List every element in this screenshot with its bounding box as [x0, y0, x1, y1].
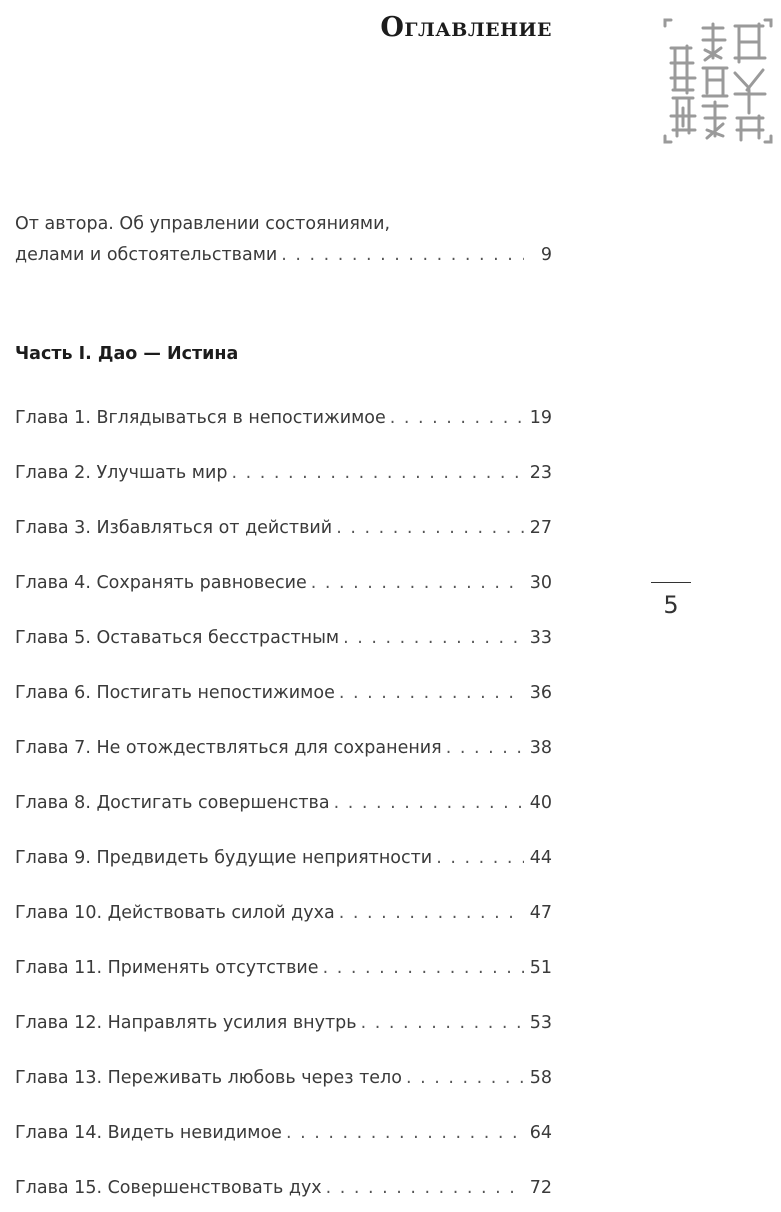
- intro-line-2: [15, 241, 552, 269]
- entry-page: 47: [529, 903, 552, 923]
- entry-page: 53: [529, 1013, 552, 1033]
- leader-dots: [406, 1064, 524, 1092]
- toc-entry[interactable]: [15, 679, 552, 707]
- toc-line: [15, 624, 552, 652]
- toc-line: [15, 844, 552, 872]
- toc-line: [15, 954, 552, 982]
- leader-dots: [339, 899, 524, 927]
- entry-title: Глава 6. Постигать непостижимое: [15, 683, 335, 703]
- intro-line-1: [15, 210, 552, 238]
- toc-entry[interactable]: [15, 1009, 552, 1037]
- leader-dots: [446, 734, 524, 762]
- entry-title: Глава 2. Улучшать мир: [15, 463, 228, 483]
- chinese-seal-icon: [663, 18, 773, 144]
- toc-line: [15, 569, 552, 597]
- toc-entry[interactable]: [15, 459, 552, 487]
- toc-entry[interactable]: [15, 1174, 552, 1202]
- entry-page: 40: [529, 793, 552, 813]
- entry-title: Глава 1. Вглядываться в непостижимое: [15, 408, 386, 428]
- toc-line: [15, 404, 552, 432]
- entry-page: 36: [529, 683, 552, 703]
- entry-title: Глава 4. Сохранять равновесие: [15, 573, 307, 593]
- page-title: Оглавление: [380, 12, 552, 43]
- toc-entry[interactable]: [15, 1119, 552, 1147]
- leader-dots: [281, 241, 524, 269]
- entry-page: 23: [529, 463, 552, 483]
- page-number: 5: [651, 582, 691, 619]
- toc-line: [15, 789, 552, 817]
- toc-line: [15, 1009, 552, 1037]
- entry-title: Глава 11. Применять отсутствие: [15, 958, 319, 978]
- entry-title: делами и обстоятельствами: [15, 245, 278, 265]
- toc-line: [15, 734, 552, 762]
- entry-title: Глава 13. Переживать любовь через тело: [15, 1068, 402, 1088]
- entry-title: Глава 7. Не отождествляться для сохранения: [15, 738, 442, 758]
- entry-page: 64: [529, 1123, 552, 1143]
- leader-dots: [286, 1119, 524, 1147]
- toc-entry[interactable]: [15, 514, 552, 542]
- entry-title: Глава 15. Совершенствовать дух: [15, 1178, 322, 1198]
- leader-dots: [343, 624, 524, 652]
- toc-entry[interactable]: [15, 1064, 552, 1092]
- entry-title: Глава 3. Избавляться от действий: [15, 518, 333, 538]
- leader-dots: [231, 459, 523, 487]
- entry-title: Глава 10. Действовать силой духа: [15, 903, 335, 923]
- entry-page: 38: [529, 738, 552, 758]
- leader-dots: [311, 569, 524, 597]
- toc-line: [15, 679, 552, 707]
- entry-page: 30: [529, 573, 552, 593]
- toc-line: [15, 1064, 552, 1092]
- leader-dots: [436, 844, 524, 872]
- part-title: Часть I. Дао — Истина: [15, 344, 239, 364]
- entry-title: Глава 12. Направлять усилия внутрь: [15, 1013, 357, 1033]
- entry-page: 19: [529, 408, 552, 428]
- toc-entry[interactable]: [15, 954, 552, 982]
- toc-entry[interactable]: [15, 624, 552, 652]
- entry-page: 9: [540, 245, 552, 265]
- leader-dots: [390, 404, 524, 432]
- entry-page: 58: [529, 1068, 552, 1088]
- entry-page: 27: [529, 518, 552, 538]
- entry-title: Глава 9. Предвидеть будущие неприятности: [15, 848, 433, 868]
- leader-dots: [326, 1174, 524, 1202]
- entry-page: 33: [529, 628, 552, 648]
- leader-dots: [334, 789, 524, 817]
- toc-entry[interactable]: [15, 844, 552, 872]
- entry-title: Глава 5. Оставаться бесстрастным: [15, 628, 340, 648]
- toc-entry[interactable]: [15, 789, 552, 817]
- entry-page: 72: [529, 1178, 552, 1198]
- leader-dots: [339, 679, 524, 707]
- leader-dots: [336, 514, 524, 542]
- toc-line: [15, 899, 552, 927]
- toc-line: [15, 514, 552, 542]
- toc-entry[interactable]: [15, 569, 552, 597]
- toc-line: [15, 1119, 552, 1147]
- entry-title: Глава 8. Достигать совершенства: [15, 793, 330, 813]
- toc-line: [15, 459, 552, 487]
- entry-title: От автора. Об управлении состояниями,: [15, 214, 391, 234]
- entry-title: Глава 14. Видеть невидимое: [15, 1123, 282, 1143]
- toc-line: [15, 1174, 552, 1202]
- entry-page: 44: [529, 848, 552, 868]
- leader-dots: [361, 1009, 524, 1037]
- toc-entry[interactable]: [15, 734, 552, 762]
- toc-entry[interactable]: [15, 404, 552, 432]
- toc-entry-intro[interactable]: [15, 210, 552, 269]
- leader-dots: [323, 954, 524, 982]
- toc-entry[interactable]: [15, 899, 552, 927]
- entry-page: 51: [529, 958, 552, 978]
